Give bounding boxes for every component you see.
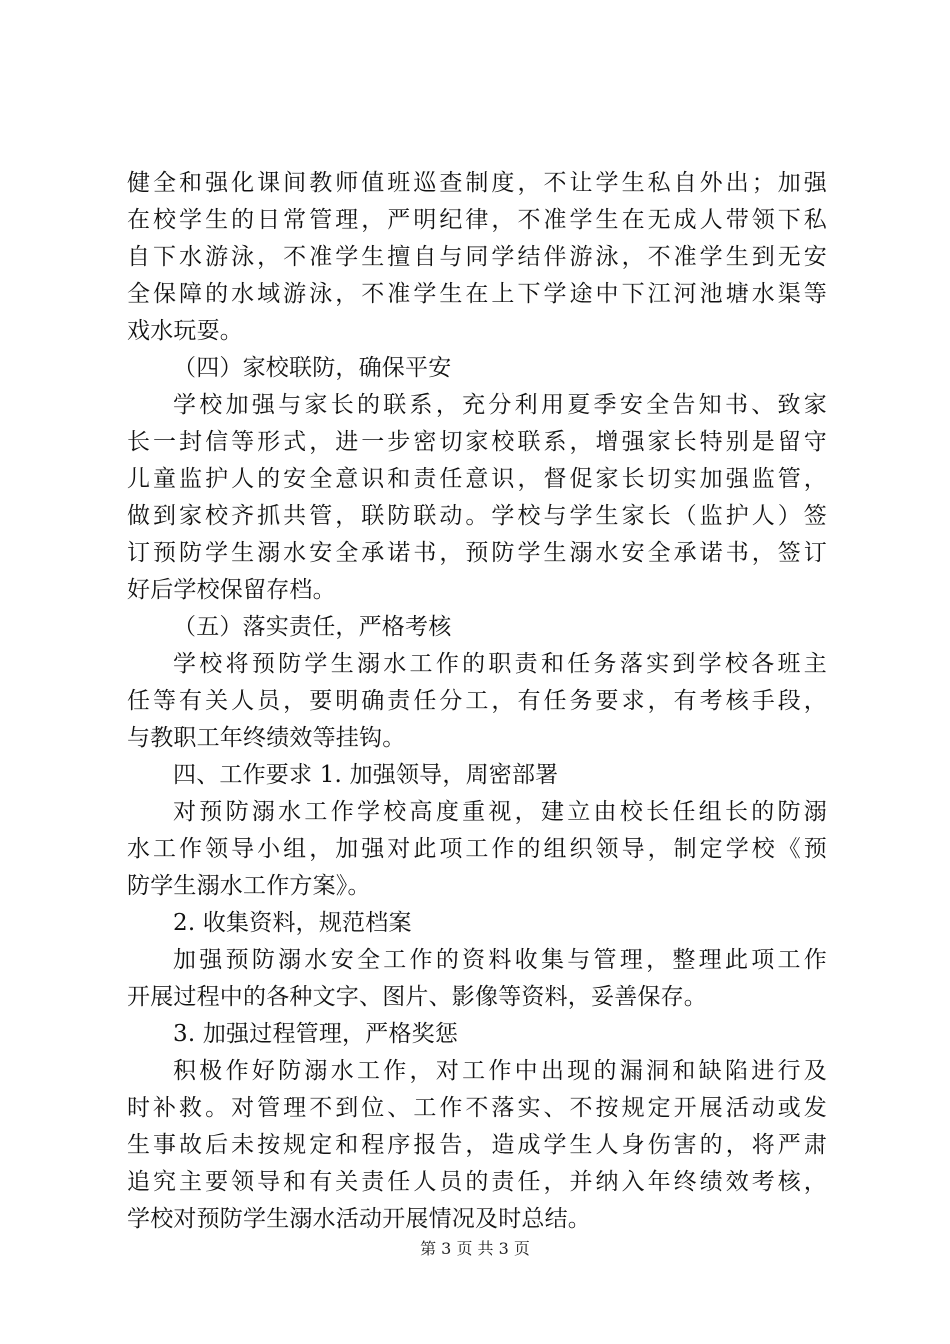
text-line: 生事故后未按规定和程序报告，造成学生人身伤害的，将严肃 bbox=[127, 1132, 827, 1158]
text-line: 自下水游泳，不准学生擅自与同学结伴游泳，不准学生到无安 bbox=[127, 244, 827, 270]
text-line: 学校对预防学生溺水活动开展情况及时总结。 bbox=[127, 1206, 591, 1232]
text-line: 好后学校保留存档。 bbox=[127, 577, 336, 603]
section-heading: 2. 收集资料，规范档案 bbox=[173, 910, 412, 936]
document-body bbox=[127, 165, 827, 1238]
text-line: 时补救。对管理不到位、工作不落实、不按规定开展活动或发 bbox=[127, 1095, 827, 1121]
text-line: 学校加强与家长的联系，充分利用夏季安全告知书、致家 bbox=[173, 392, 827, 418]
section-heading: （五）落实责任，严格考核 bbox=[173, 614, 452, 640]
section-heading: 3. 加强过程管理，严格奖惩 bbox=[173, 1021, 459, 1047]
text-line: 做到家校齐抓共管，联防联动。学校与学生家长（监护人）签 bbox=[127, 503, 827, 529]
text-line: 任等有关人员，要明确责任分工，有任务要求，有考核手段， bbox=[127, 688, 827, 714]
text-line: 对预防溺水工作学校高度重视，建立由校长任组长的防溺 bbox=[173, 799, 827, 825]
section-heading: 四、工作要求 1. 加强领导，周密部署 bbox=[173, 762, 559, 788]
text-line: 戏水玩耍。 bbox=[127, 318, 243, 344]
text-line: 订预防学生溺水安全承诺书，预防学生溺水安全承诺书，签订 bbox=[127, 540, 827, 566]
text-line: 儿童监护人的安全意识和责任意识，督促家长切实加强监管， bbox=[127, 466, 827, 492]
text-line: 在校学生的日常管理，严明纪律，不准学生在无成人带领下私 bbox=[127, 207, 827, 233]
text-line: 长一封信等形式，进一步密切家校联系，增强家长特别是留守 bbox=[127, 429, 827, 455]
text-line: 水工作领导小组，加强对此项工作的组织领导，制定学校《预 bbox=[127, 836, 827, 862]
text-line: 学校将预防学生溺水工作的职责和任务落实到学校各班主 bbox=[173, 651, 827, 677]
text-line: 防学生溺水工作方案》。 bbox=[127, 873, 371, 899]
text-line: 全保障的水域游泳，不准学生在上下学途中下江河池塘水渠等 bbox=[127, 281, 827, 307]
section-heading: （四）家校联防，确保平安 bbox=[173, 355, 452, 381]
text-line: 开展过程中的各种文字、图片、影像等资料，妥善保存。 bbox=[127, 984, 707, 1010]
text-line: 与教职工年终绩效等挂钩。 bbox=[127, 725, 406, 751]
page-footer: 第 3 页 共 3 页 bbox=[420, 1239, 530, 1258]
text-line: 健全和强化课间教师值班巡查制度，不让学生私自外出；加强 bbox=[127, 170, 827, 196]
text-line: 积极作好防溺水工作，对工作中出现的漏洞和缺陷进行及 bbox=[173, 1058, 827, 1084]
text-line: 追究主要领导和有关责任人员的责任，并纳入年终绩效考核， bbox=[127, 1169, 827, 1195]
text-line: 加强预防溺水安全工作的资料收集与管理，整理此项工作 bbox=[173, 947, 827, 973]
